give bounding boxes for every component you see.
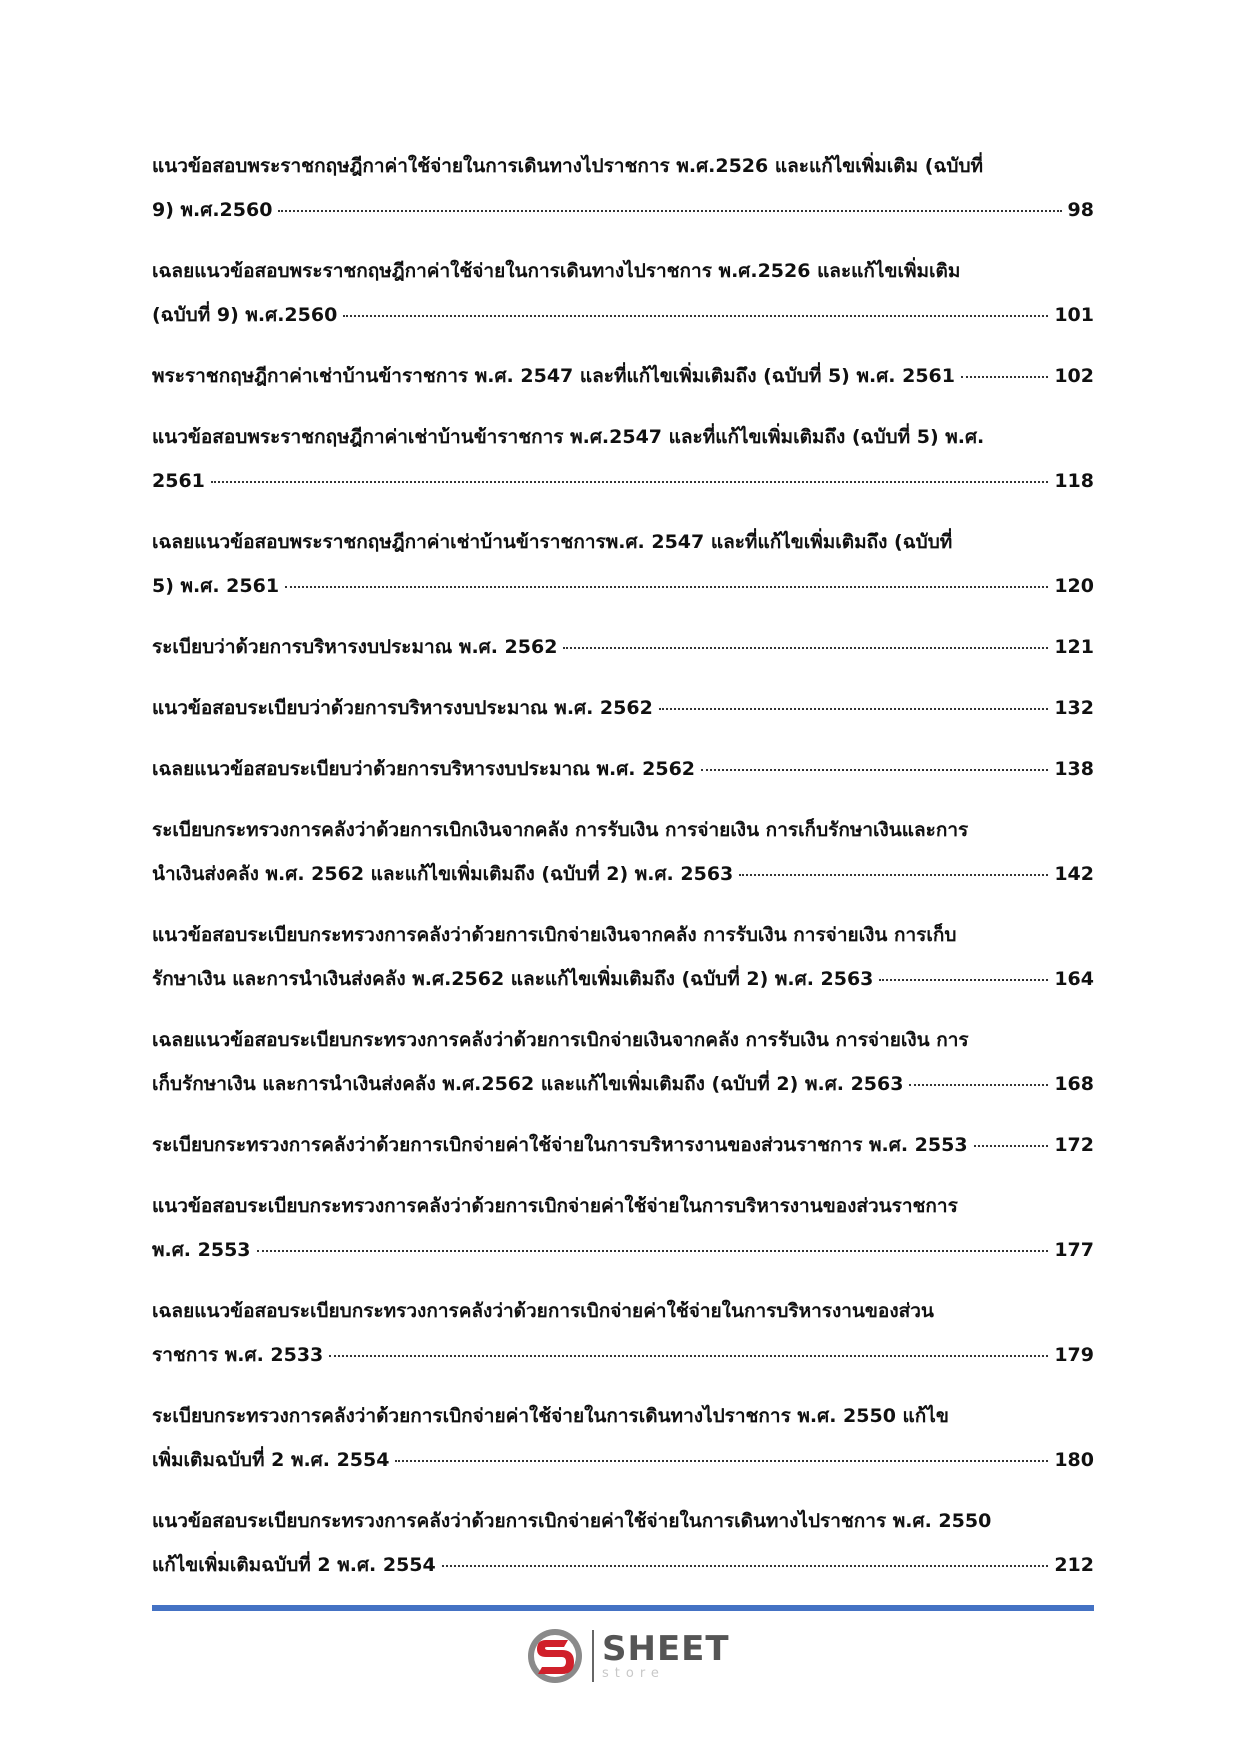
logo-wordmark — [602, 1629, 730, 1681]
toc-entry[interactable] — [152, 415, 1094, 503]
toc-entry-title-line: พระราชกฤษฎีกาค่าเช่าบ้านข้าราชการ พ.ศ. 2547 และที่แก้ไขเพิ่มเติมถึง (ฉบับที่ 5) พ.ศ. 2561 — [152, 365, 956, 387]
toc-page-number: 180 — [1054, 1449, 1094, 1471]
toc-entry[interactable] — [152, 354, 1094, 398]
toc-page-number: 121 — [1054, 636, 1094, 658]
footer-rule — [152, 1605, 1094, 1611]
toc-entry[interactable] — [152, 1184, 1094, 1272]
table-of-contents — [152, 144, 1094, 1604]
toc-entry-final-line — [152, 686, 1094, 730]
toc-entry-title-line: เฉลยแนวข้อสอบพระราชกฤษฎีกาค่าใช้จ่ายในการเดินทางไปราชการ พ.ศ.2526 และแก้ไขเพิ่มเติม — [152, 260, 961, 282]
toc-page-number: 177 — [1054, 1239, 1094, 1261]
toc-entry-final-line — [152, 747, 1094, 791]
toc-page-number: 132 — [1054, 697, 1094, 719]
logo-sub-text: store — [602, 1666, 665, 1681]
toc-page-number: 118 — [1054, 470, 1094, 492]
toc-entry-final-line — [152, 293, 1094, 337]
toc-entry-title-line: (ฉบับที่ 9) พ.ศ.2560 — [152, 304, 338, 326]
dot-leader — [879, 978, 1048, 981]
toc-entry-title-line: เฉลยแนวข้อสอบระเบียบว่าด้วยการบริหารงบประมาณ พ.ศ. 2562 — [152, 758, 696, 780]
toc-entry-title-line: พ.ศ. 2553 — [152, 1239, 251, 1261]
dot-leader — [739, 873, 1048, 876]
dot-leader — [659, 707, 1049, 710]
toc-entry[interactable] — [152, 625, 1094, 669]
dot-leader — [343, 314, 1048, 317]
toc-entry-title-line: แนวข้อสอบพระราชกฤษฎีกาค่าใช้จ่ายในการเดินทางไปราชการ พ.ศ.2526 และแก้ไขเพิ่มเติม (ฉบับที่ — [152, 155, 984, 177]
dot-leader — [563, 646, 1048, 649]
sheet-store-logo — [524, 1624, 730, 1688]
dot-leader — [395, 1459, 1048, 1462]
toc-entry-final-line — [152, 459, 1094, 503]
toc-entry[interactable] — [152, 686, 1094, 730]
dot-leader — [442, 1564, 1049, 1567]
dot-leader — [701, 768, 1048, 771]
toc-entry[interactable] — [152, 520, 1094, 608]
dot-leader — [278, 209, 1061, 212]
toc-entry-title-line: นำเงินส่งคลัง พ.ศ. 2562 และแก้ไขเพิ่มเติมถึง (ฉบับที่ 2) พ.ศ. 2563 — [152, 863, 734, 885]
toc-entry[interactable] — [152, 1499, 1094, 1587]
toc-entry-final-line — [152, 957, 1094, 1001]
toc-entry[interactable] — [152, 1289, 1094, 1377]
toc-entry-title-line: 5) พ.ศ. 2561 — [152, 575, 280, 597]
toc-page-number: 168 — [1054, 1073, 1094, 1095]
toc-entry[interactable] — [152, 747, 1094, 791]
toc-entry-final-line — [152, 1062, 1094, 1106]
toc-entry-title-line: แก้ไขเพิ่มเติมฉบับที่ 2 พ.ศ. 2554 — [152, 1554, 436, 1576]
toc-page-number: 102 — [1054, 365, 1094, 387]
toc-entry-title-line: เฉลยแนวข้อสอบพระราชกฤษฎีกาค่าเช่าบ้านข้าราชการพ.ศ. 2547 และที่แก้ไขเพิ่มเติมถึง (ฉบับที่ — [152, 531, 953, 553]
dot-leader — [974, 1144, 1049, 1147]
toc-entry-title-line: แนวข้อสอบระเบียบกระทรวงการคลังว่าด้วยการเบิกจ่ายค่าใช้จ่ายในการบริหารงานของส่วนราชการ — [152, 1195, 958, 1217]
toc-entry-title-line: แนวข้อสอบพระราชกฤษฎีกาค่าเช่าบ้านข้าราชการ พ.ศ.2547 และที่แก้ไขเพิ่มเติมถึง (ฉบับที่ 5) พ.ศ. — [152, 426, 985, 448]
toc-page-number: 212 — [1054, 1554, 1094, 1576]
toc-entry[interactable] — [152, 1394, 1094, 1482]
dot-leader — [285, 585, 1048, 588]
toc-entry-title-line: ระเบียบกระทรวงการคลังว่าด้วยการเบิกเงินจากคลัง การรับเงิน การจ่ายเงิน การเก็บรักษาเงินและการ — [152, 819, 969, 841]
toc-page-number: 101 — [1054, 304, 1094, 326]
toc-entry-title-line: รักษาเงิน และการนำเงินส่งคลัง พ.ศ.2562 และแก้ไขเพิ่มเติมถึง (ฉบับที่ 2) พ.ศ. 2563 — [152, 968, 874, 990]
toc-page-number: 138 — [1054, 758, 1094, 780]
toc-entry-title-line: เพิ่มเติมฉบับที่ 2 พ.ศ. 2554 — [152, 1449, 390, 1471]
toc-entry-title-line: เฉลยแนวข้อสอบระเบียบกระทรวงการคลังว่าด้วยการเบิกจ่ายเงินจากคลัง การรับเงิน การจ่ายเงิน การ — [152, 1029, 969, 1051]
toc-page-number: 172 — [1054, 1134, 1094, 1156]
toc-entry-final-line — [152, 1333, 1094, 1377]
toc-entry-final-line — [152, 1543, 1094, 1587]
toc-page-number: 120 — [1054, 575, 1094, 597]
toc-entry-title-line: ระเบียบกระทรวงการคลังว่าด้วยการเบิกจ่ายค่าใช้จ่ายในการบริหารงานของส่วนราชการ พ.ศ. 2553 — [152, 1134, 968, 1156]
toc-entry-title-line: แนวข้อสอบระเบียบกระทรวงการคลังว่าด้วยการเบิกจ่ายค่าใช้จ่ายในการเดินทางไปราชการ พ.ศ. 2550 — [152, 1510, 992, 1532]
toc-entry[interactable] — [152, 913, 1094, 1001]
toc-entry[interactable] — [152, 1018, 1094, 1106]
dot-leader — [257, 1249, 1049, 1252]
toc-page-number: 164 — [1054, 968, 1094, 990]
toc-entry-title-line: ระเบียบกระทรวงการคลังว่าด้วยการเบิกจ่ายค่าใช้จ่ายในการเดินทางไปราชการ พ.ศ. 2550 แก้ไข — [152, 1405, 949, 1427]
toc-entry[interactable] — [152, 1123, 1094, 1167]
dot-leader — [961, 375, 1048, 378]
toc-entry-final-line — [152, 852, 1094, 896]
toc-page-number: 142 — [1054, 863, 1094, 885]
toc-entry-final-line — [152, 1123, 1094, 1167]
toc-entry-title-line: ราชการ พ.ศ. 2533 — [152, 1344, 324, 1366]
toc-entry-final-line — [152, 188, 1094, 232]
toc-entry-final-line — [152, 625, 1094, 669]
toc-page-number: 98 — [1067, 199, 1094, 221]
toc-entry[interactable] — [152, 808, 1094, 896]
sheet-s-logo-icon — [524, 1625, 586, 1687]
toc-entry-title-line: เก็บรักษาเงิน และการนำเงินส่งคลัง พ.ศ.2562 และแก้ไขเพิ่มเติมถึง (ฉบับที่ 2) พ.ศ. 2563 — [152, 1073, 904, 1095]
toc-entry-final-line — [152, 1228, 1094, 1272]
toc-entry-title-line: แนวข้อสอบระเบียบว่าด้วยการบริหารงบประมาณ พ.ศ. 2562 — [152, 697, 653, 719]
toc-entry[interactable] — [152, 249, 1094, 337]
toc-page-number: 179 — [1054, 1344, 1094, 1366]
toc-entry-title-line: 2561 — [152, 470, 205, 492]
logo-divider — [592, 1630, 594, 1682]
toc-entry-title-line: แนวข้อสอบระเบียบกระทรวงการคลังว่าด้วยการเบิกจ่ายเงินจากคลัง การรับเงิน การจ่ายเงิน การเก็บ — [152, 924, 957, 946]
toc-entry-title-line: 9) พ.ศ.2560 — [152, 199, 273, 221]
dot-leader — [329, 1354, 1048, 1357]
toc-entry[interactable] — [152, 144, 1094, 232]
toc-entry-final-line — [152, 354, 1094, 398]
toc-entry-final-line — [152, 1438, 1094, 1482]
toc-entry-final-line — [152, 564, 1094, 608]
toc-entry-title-line: เฉลยแนวข้อสอบระเบียบกระทรวงการคลังว่าด้วยการเบิกจ่ายค่าใช้จ่ายในการบริหารงานของส่วน — [152, 1300, 934, 1322]
dot-leader — [909, 1083, 1048, 1086]
dot-leader — [211, 480, 1048, 483]
toc-entry-title-line: ระเบียบว่าด้วยการบริหารงบประมาณ พ.ศ. 2562 — [152, 636, 558, 658]
logo-brand-text: SHEET — [602, 1629, 730, 1669]
